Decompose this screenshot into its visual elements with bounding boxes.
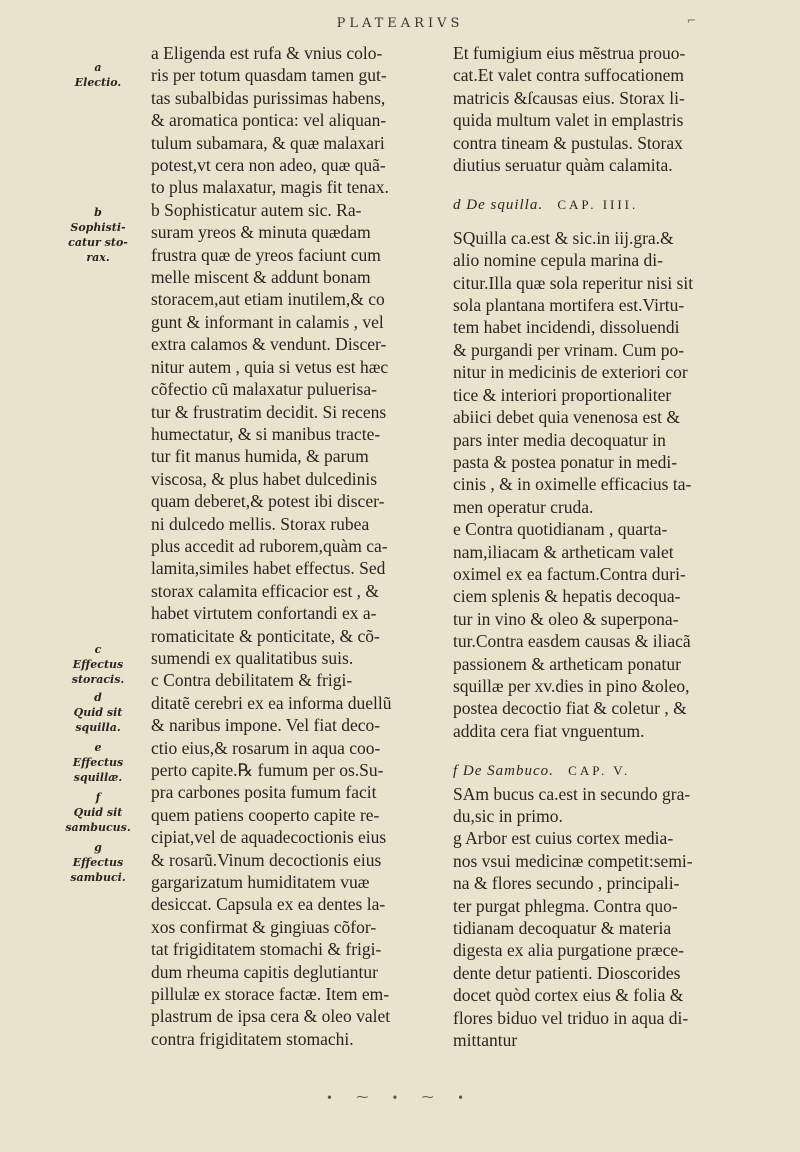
text-line: tur.Contra easdem causas & iliacã bbox=[453, 631, 691, 652]
text-line: cipiat,vel de aquadecoctionis eius bbox=[151, 827, 387, 848]
text-line: mittantur bbox=[453, 1030, 518, 1051]
running-title: PLATEARIVS bbox=[336, 16, 464, 31]
heading-marker: d bbox=[453, 197, 462, 214]
margin-note-text: Sophisti- bbox=[70, 221, 126, 234]
text-line: citur.Illa quæ sola reperitur nisi sit bbox=[453, 272, 694, 293]
text-line: digesta ex alia purgatione præce- bbox=[453, 940, 684, 961]
text-line: tem habet incidendi, dissoluendi bbox=[453, 317, 680, 338]
margin-note-effectus-squillae bbox=[54, 740, 142, 785]
text-line: xos confirmat & gingiuas cõfor- bbox=[151, 916, 377, 937]
text-line: men operatur cruda. bbox=[453, 496, 594, 517]
text-line: ctio eius,& rosarum in aqua coo- bbox=[151, 737, 381, 758]
heading-title: De squilla. bbox=[466, 197, 544, 214]
text-line: tidianam decoquatur & materia bbox=[453, 918, 672, 939]
text-line: ter purgat phlegma. Contra quo- bbox=[453, 895, 678, 916]
margin-note-text: sambuci. bbox=[70, 871, 126, 884]
margin-note-marker: f bbox=[95, 791, 101, 804]
text-line: addita cera fiat vnguentum. bbox=[453, 720, 645, 741]
text-line: SQuilla ca.est & sic.in iij.gra.& bbox=[453, 227, 674, 248]
text-line: flores biduo vel triduo in aqua di- bbox=[453, 1007, 689, 1028]
text-line: ciem splenis & hepatis decoqua- bbox=[453, 586, 681, 607]
text-line: plus accedit ad ruborem,quàm ca- bbox=[151, 535, 388, 556]
text-line: pillulæ ex storace factæ. Item em- bbox=[151, 984, 390, 1005]
text-line: romaticitate & ponticitate, & cõ- bbox=[151, 625, 380, 646]
margin-note-electio bbox=[54, 60, 142, 90]
sambucus-text bbox=[453, 783, 753, 1052]
margin-note-effectus-storacis bbox=[54, 642, 142, 687]
text-line: diutius seruatur quàm calamita. bbox=[453, 155, 673, 176]
text-line: humectatur, & si manibus tracte- bbox=[151, 423, 381, 444]
text-line: quem patiens cooperto capite re- bbox=[151, 804, 380, 825]
text-line: gargarizatum humiditatem vuæ bbox=[151, 872, 370, 893]
margin-note-marker: d bbox=[94, 691, 102, 704]
text-line: ni dulcedo mellis. Storax rubea bbox=[151, 513, 370, 534]
margin-note-text: Effectus bbox=[72, 856, 124, 869]
text-line: matricis &ſcausas eius. Storax li- bbox=[453, 87, 685, 108]
text-line: desiccat. Capsula ex ea dentes la- bbox=[151, 894, 386, 915]
margin-note-text: squillæ. bbox=[73, 771, 123, 784]
text-line: melle miscent & addunt bonam bbox=[151, 267, 371, 288]
text-line: tur in vino & oleo & superpona- bbox=[453, 608, 679, 629]
storax-continuation bbox=[453, 42, 753, 176]
text-line: cinis , & in oximelle efficacius ta- bbox=[453, 474, 692, 495]
text-line: squillæ per xv.dies in pino &oleo, bbox=[453, 675, 690, 696]
margin-note-marker: a bbox=[94, 61, 102, 74]
margin-note-text: Effectus bbox=[72, 756, 124, 769]
margin-note-text: rax. bbox=[86, 251, 110, 264]
margin-note-text: Effectus bbox=[72, 658, 124, 671]
text-line: & naribus impone. Vel fiat deco- bbox=[151, 715, 381, 736]
text-line: contra frigiditatem stomachi. bbox=[151, 1028, 354, 1049]
text-line: suram yreos & minuta quædam bbox=[151, 222, 371, 243]
text-line: docet quòd cortex eius & folia & bbox=[453, 985, 684, 1006]
text-line: nam,iliacam & artheticam valet bbox=[453, 541, 674, 562]
text-line: ris per totum quasdam tamen gut- bbox=[151, 65, 387, 86]
text-line: habet virtutem confortandi ex a- bbox=[151, 603, 377, 624]
text-line: abiici debet quia venenosa est & bbox=[453, 407, 680, 428]
text-line: g Arbor est cuius cortex media- bbox=[453, 828, 674, 849]
text-line: oximel ex ea factum.Contra duri- bbox=[453, 563, 686, 584]
text-line: nos vsui medicinæ competit:semi- bbox=[453, 850, 693, 871]
margin-note-text: Electio. bbox=[74, 76, 122, 89]
text-line: to plus malaxatur, magis fit tenax. bbox=[151, 177, 389, 198]
text-line: SAm bucus ca.est in secundo gra- bbox=[453, 783, 691, 804]
text-line: sola plantana mortifera est.Virtu- bbox=[453, 295, 685, 316]
left-text-column bbox=[151, 42, 441, 1050]
right-text-column bbox=[453, 42, 753, 1051]
chapter-heading-squilla bbox=[453, 194, 753, 216]
heading-chapter-number: CAP. IIII. bbox=[557, 197, 639, 213]
text-line: gunt & informant in calamis , vel bbox=[151, 311, 384, 332]
margin-note-quid-squilla bbox=[54, 690, 142, 735]
heading-chapter-number: CAP. V. bbox=[568, 763, 631, 779]
text-line: frustra quæ de yreos faciunt cum bbox=[151, 244, 381, 265]
text-line: alio nomine cepula marina di- bbox=[453, 250, 663, 271]
text-line: & purgandi per vrinam. Cum po- bbox=[453, 339, 685, 360]
heading-marker: f bbox=[453, 763, 459, 780]
margin-note-marker: e bbox=[94, 741, 102, 754]
text-line: plastrum de ipsa cera & oleo valet bbox=[151, 1006, 391, 1027]
text-line: potest,vt cera non adeo, quæ quã- bbox=[151, 155, 386, 176]
text-line: quida multum valet in emplastris bbox=[453, 110, 684, 131]
text-line: passionem & artheticam ponatur bbox=[453, 653, 681, 674]
margin-note-text: Quid sit bbox=[73, 706, 123, 719]
text-line: tur & frustratim decidit. Si recens bbox=[151, 401, 387, 422]
margin-note-effectus-sambuci bbox=[54, 840, 142, 885]
text-line: ditatẽ cerebri ex ea informa duellũ bbox=[151, 692, 392, 713]
text-line: pra carbones posita fumum facit bbox=[151, 782, 377, 803]
text-line: a Eligenda est rufa & vnius colo- bbox=[151, 43, 383, 63]
section-gap bbox=[453, 176, 753, 194]
section-gap bbox=[453, 742, 753, 760]
text-line: & rosarũ.Vinum decoctionis eius bbox=[151, 849, 382, 870]
text-line: du,sic in primo. bbox=[453, 806, 563, 826]
text-line: e Contra quotidianam , quarta- bbox=[453, 519, 668, 540]
heading-title: De Sambuco. bbox=[462, 763, 554, 780]
text-line: cõfectio cũ malaxatur puluerisa- bbox=[151, 379, 377, 400]
text-line: lamita,similes habet effectus. Sed bbox=[151, 558, 386, 579]
margin-note-marker: b bbox=[94, 206, 102, 219]
text-line: tice & interiori proportionaliter bbox=[453, 384, 672, 405]
text-line: b Sophisticatur autem sic. Ra- bbox=[151, 199, 362, 220]
text-line: dente detur patienti. Dioscorides bbox=[453, 962, 681, 983]
text-line: cat.Et valet contra suffocationem bbox=[453, 65, 684, 86]
corner-mark: ⌐ bbox=[686, 14, 696, 27]
margin-note-marker: g bbox=[94, 841, 102, 854]
section-gap bbox=[453, 217, 753, 227]
text-line: perto capite.℞ fumum per os.Su- bbox=[151, 760, 384, 780]
text-line: viscosa, & plus habet dulcedinis bbox=[151, 468, 378, 489]
text-line: storax calamita efficacior est , & bbox=[151, 580, 380, 601]
text-line: storacem,aut etiam inutilem,& co bbox=[151, 289, 385, 310]
margin-note-text: catur sto- bbox=[68, 236, 128, 249]
text-line: pars inter media decoquatur in bbox=[453, 429, 666, 450]
text-line: nitur autem , quia si vetus est hæc bbox=[151, 356, 389, 377]
text-line: na & flores secundo , principali- bbox=[453, 873, 680, 894]
text-line: sumendi ex qualitatibus suis. bbox=[151, 647, 354, 668]
margin-note-sophisticatur bbox=[54, 205, 142, 265]
text-line: tas subalbidas purissimas habens, bbox=[151, 87, 386, 108]
text-line: c Contra debilitatem & frigi- bbox=[151, 670, 353, 691]
text-line: contra tineam & pustulas. Storax bbox=[453, 132, 683, 153]
squilla-text bbox=[453, 227, 753, 742]
margin-note-text: squilla. bbox=[75, 721, 121, 734]
text-line: tat frigiditatem stomachi & frigi- bbox=[151, 939, 382, 960]
bottom-marks: ∙ ⁓ ∙ ⁓ ∙ bbox=[326, 1090, 474, 1104]
text-line: dum rheuma capitis deglutiantur bbox=[151, 961, 378, 982]
text-line: postea decoctio fiat & coletur , & bbox=[453, 698, 687, 719]
margin-note-quid-sambucus bbox=[54, 790, 142, 835]
text-line: & aromatica pontica: vel aliquan- bbox=[151, 110, 387, 131]
margin-note-text: Quid sit bbox=[73, 806, 123, 819]
margin-note-text: storacis. bbox=[71, 673, 125, 686]
text-line: nitur in medicinis de exteriori cor bbox=[453, 362, 688, 383]
text-line: tulum subamara, & quæ malaxari bbox=[151, 132, 385, 153]
text-line: pasta & postea ponatur in medi- bbox=[453, 451, 678, 472]
text-line: Et fumigium eius mẽstrua prouo- bbox=[453, 43, 686, 63]
chapter-heading-sambucus bbox=[453, 760, 753, 782]
text-line: extra calamos & vendunt. Discer- bbox=[151, 334, 387, 355]
margin-note-text: sambucus. bbox=[65, 821, 131, 834]
text-line: quam deberet,& potest ibi discer- bbox=[151, 491, 385, 512]
margin-note-marker: c bbox=[94, 643, 102, 656]
text-line: tur fit manus humida, & parum bbox=[151, 446, 369, 467]
